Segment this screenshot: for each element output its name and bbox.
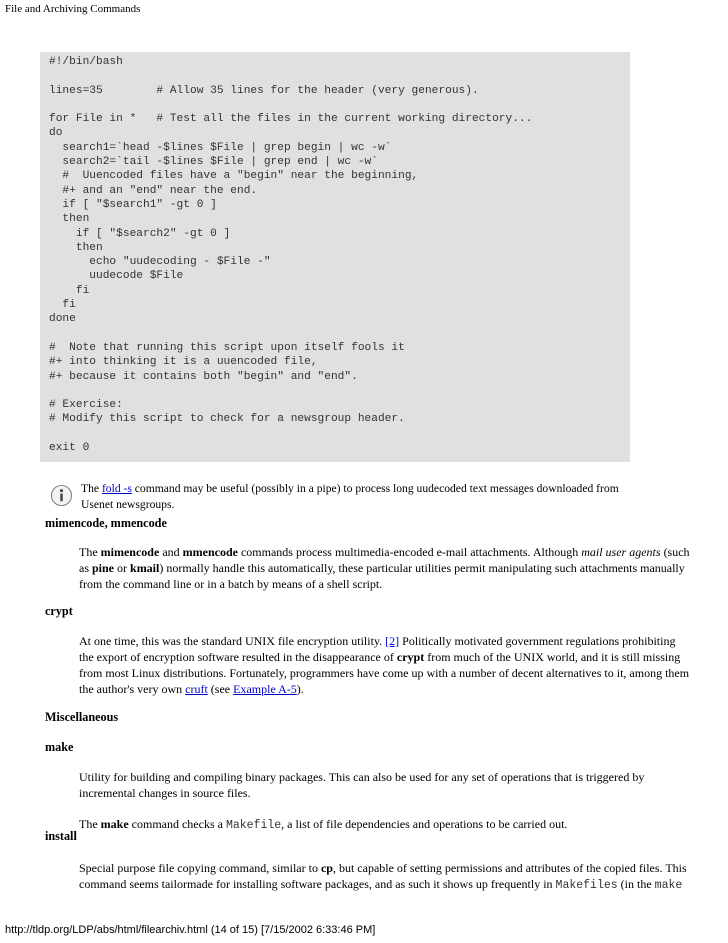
install-description (79, 860, 691, 894)
note-text-post: command may be useful (possibly in a pipe) to process long uudecoded text messages downloaded from Usenet newsgroups. (81, 482, 619, 511)
text: (in the (617, 877, 655, 891)
text: (see (207, 682, 234, 696)
text: , but capable of setting permissions and attributes of the copied files. This command seems tailormade for installing software packages, and as such it shows up frequently in (79, 861, 687, 891)
fold-link[interactable]: fold -s (101, 482, 132, 495)
bold-kmail: kmail (130, 561, 160, 575)
code-makefiles: Makefiles (555, 879, 618, 892)
text: command checks a (128, 817, 226, 831)
text: ). (296, 682, 304, 696)
term-mimencode-1: mimencode (45, 516, 105, 530)
info-icon (50, 484, 73, 507)
bold-make: make (100, 817, 129, 831)
term-install: install (45, 829, 77, 843)
text: At one time, this was the standard UNIX file encryption utility. (79, 634, 386, 648)
term-comma: , (104, 516, 111, 530)
text: and (159, 545, 183, 559)
term-make: make (45, 740, 74, 754)
text: from much of the UNIX world, and it is still missing from most Linux distributions. Fortunately, programmers have come up with a number of decent alternatives to it, among them the author's very own (79, 650, 690, 696)
text: commands process multimedia-encoded e-mail attachments. Although (237, 545, 582, 559)
text: , a list of file dependencies and operations to be carried out. (281, 817, 568, 831)
heading-miscellaneous: Miscellaneous (45, 710, 119, 724)
note-text (81, 481, 650, 513)
mimencode-description (79, 544, 691, 592)
make-paragraph-2 (79, 816, 691, 834)
text: ) normally handle this automatically, these particular utilities permit manipulating such attachments manually from the command line or in a batch by means of a shell script. (79, 561, 685, 591)
italic-mua: mail user agents (581, 545, 661, 559)
cruft-link[interactable]: cruft (185, 682, 208, 696)
bold-pine: pine (92, 561, 115, 575)
text: Special purpose file copying command, similar to (79, 861, 321, 875)
make-description (79, 769, 691, 801)
text: Politically motivated government regulations prohibiting the export of encryption software resulted in the disappearance of (79, 634, 676, 664)
footnote-link[interactable]: [2] (385, 634, 400, 648)
text: The (79, 817, 101, 831)
bold-cp: cp (320, 861, 333, 875)
make-paragraph-1: Utility for building and compiling binary packages. This can also be used for any set of operations that is triggered by incremental changes in source files. (79, 770, 645, 800)
crypt-description (79, 633, 691, 697)
page-footer-url: http://tldp.org/LDP/abs/html/filearchiv.html (14 of 15) [7/15/2002 6:33:46 PM] (5, 924, 376, 936)
page-header-title: File and Archiving Commands (5, 3, 141, 15)
note-text-pre: The (81, 482, 102, 495)
text: (such as (79, 545, 690, 575)
term-crypt: crypt (45, 604, 73, 618)
term-mmencode: mmencode (110, 516, 167, 530)
text: The (79, 545, 101, 559)
bold-mmencode: mmencode (182, 545, 238, 559)
bold-mimencode: mimencode (100, 545, 160, 559)
text: or (114, 561, 131, 575)
note-box (50, 481, 650, 513)
term-mimencode (45, 516, 167, 531)
example-a5-link[interactable]: Example A-5 (233, 682, 297, 696)
code-make: make (654, 879, 683, 892)
bold-crypt: crypt (396, 650, 425, 664)
code-block: #!/bin/bash lines=35 # Allow 35 lines for the header (very generous). for File in * # Test all the files in the current working directory... do search1=`head -$lines $File | grep begin | wc -w` search2=`tail -$lines $File | grep end | wc -w` # Uuencoded files have a "begin" near the beginning, #+ and an "end" near the end. if [ "$search1" -gt 0 ] then if [ "$search2" -gt 0 ] then echo "uudecoding - $File -" uudecode $File fi fi done # Note that running this script upon itself fools it #+ into thinking it is a uuencoded file, #+ because it contains both "begin" and "end". # Exercise: # Modify this script to check for a newsgroup header. exit 0 (40, 52, 630, 462)
code-makefile: Makefile (225, 819, 282, 832)
